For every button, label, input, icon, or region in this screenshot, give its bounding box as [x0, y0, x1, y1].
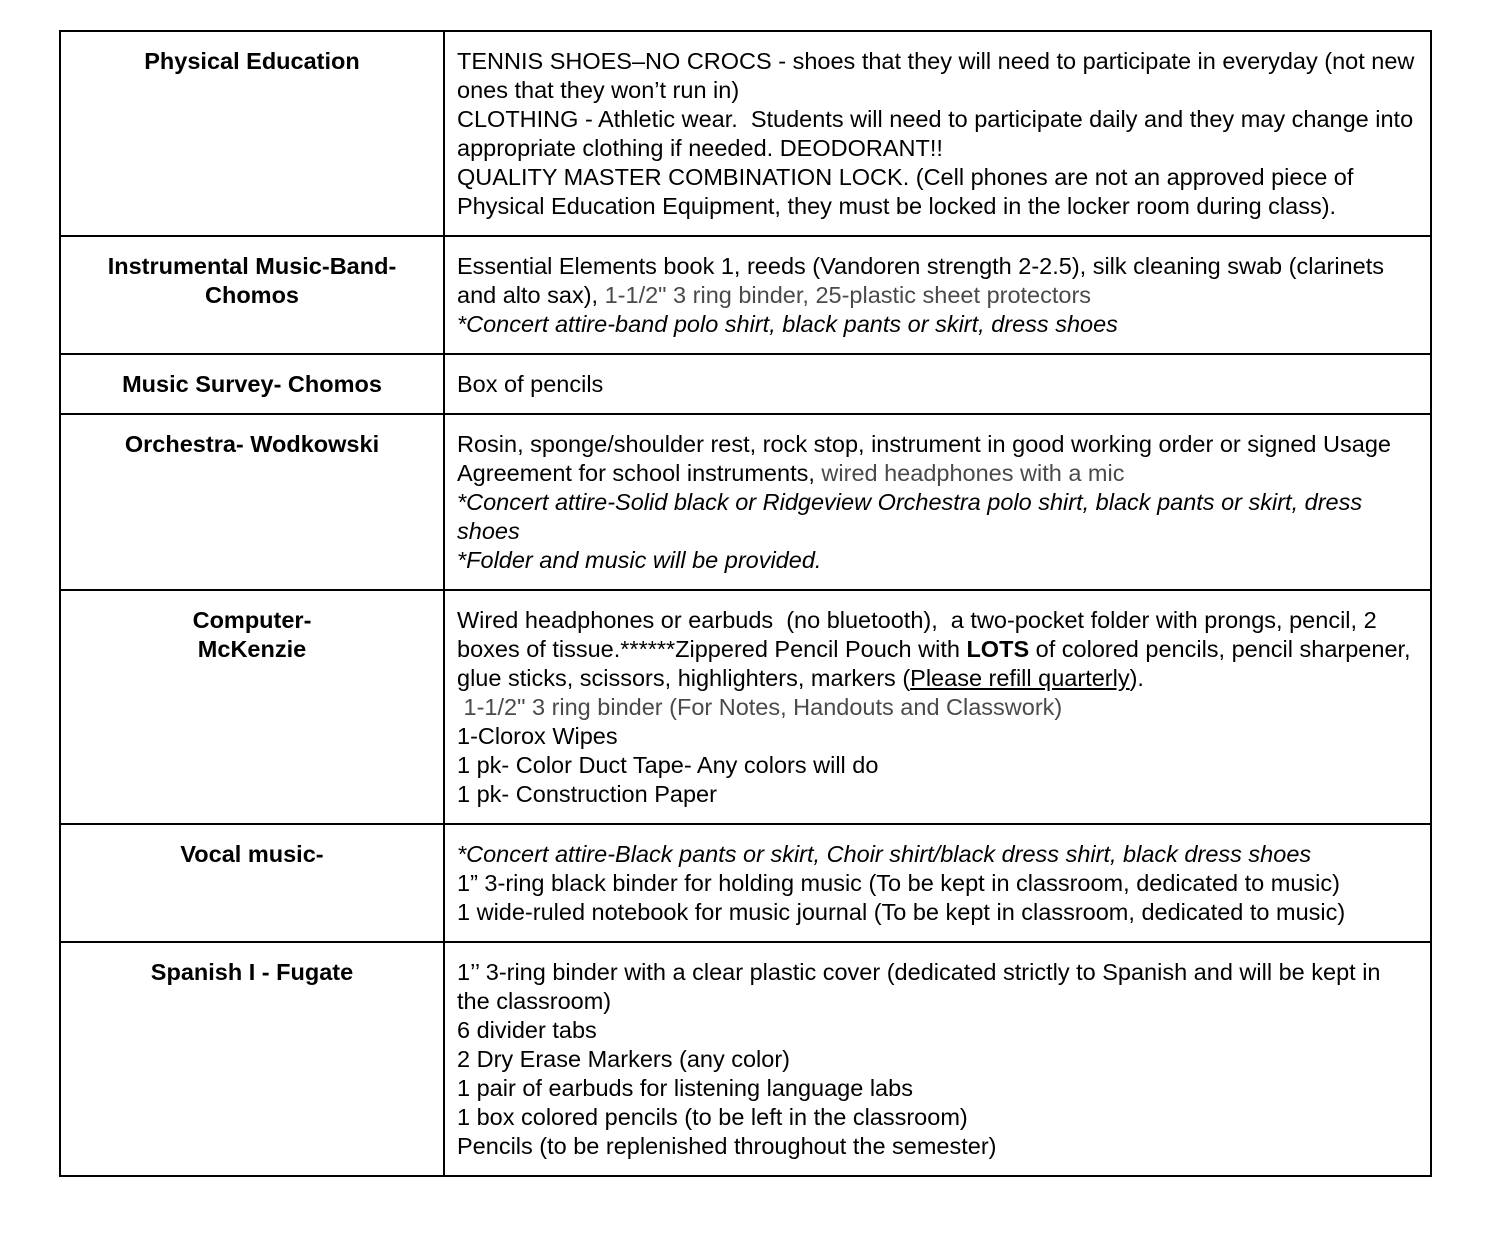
supply-line: 1 box colored pencils (to be left in the classroom)	[457, 1104, 968, 1130]
table-row	[60, 414, 1431, 590]
course-name: Instrumental Music-Band- Chomos	[60, 236, 444, 354]
table-row	[60, 236, 1431, 354]
supply-line: Rosin, sponge/shoulder rest, rock stop, instrument in good working order or signed Usage Agreement for school instruments, wired headphones with a mic	[457, 431, 1397, 486]
supply-line: 1 wide-ruled notebook for music journal (To be kept in classroom, dedicated to music)	[457, 899, 1346, 925]
course-supplies	[444, 942, 1431, 1176]
table-row	[60, 31, 1431, 236]
course-name: Physical Education	[60, 31, 444, 236]
supply-line: 1-Clorox Wipes	[457, 723, 618, 749]
table-row	[60, 590, 1431, 824]
supply-line: CLOTHING - Athletic wear. Students will need to participate daily and they may change into appropriate clothing if needed. DEODORANT!!	[457, 106, 1420, 161]
supply-line: 1 pk- Construction Paper	[457, 781, 717, 807]
concert-attire-note: *Concert attire-Black pants or skirt, Choir shirt/black dress shirt, black dress shoes	[457, 841, 1312, 867]
supply-line: 1 pair of earbuds for listening language labs	[457, 1075, 913, 1101]
supply-line: Wired headphones or earbuds (no bluetooth), a two-pocket folder with prongs, pencil, 2 boxes of tissue.******Zippered Pencil Pouch with LOTS of colored pencils, pencil sharpener, glue sticks, scissors, highlighters, markers (Please refill quarterly).	[457, 607, 1418, 691]
supply-line: Box of pencils	[457, 371, 604, 397]
supply-line: Pencils (to be replenished throughout the semester)	[457, 1133, 997, 1159]
course-supplies	[444, 590, 1431, 824]
course-supplies	[444, 824, 1431, 942]
supply-list-table	[59, 30, 1432, 1177]
supply-line: 1” 3-ring black binder for holding music (To be kept in classroom, dedicated to music)	[457, 870, 1340, 896]
supply-line: 2 Dry Erase Markers (any color)	[457, 1046, 790, 1072]
table-row	[60, 824, 1431, 942]
concert-attire-note: *Concert attire-band polo shirt, black pants or skirt, dress shoes	[457, 311, 1118, 337]
table-row	[60, 354, 1431, 414]
course-name: Spanish I - Fugate	[60, 942, 444, 1176]
supply-line: 1-1/2" 3 ring binder (For Notes, Handouts and Classwork)	[457, 694, 1063, 720]
supply-line: 1’’ 3-ring binder with a clear plastic cover (dedicated strictly to Spanish and will be kept in the classroom)	[457, 959, 1388, 1014]
supply-line: 1 pk- Color Duct Tape- Any colors will do	[457, 752, 879, 778]
course-supplies	[444, 414, 1431, 590]
concert-attire-note: *Concert attire-Solid black or Ridgeview Orchestra polo shirt, black pants or skirt, dress shoes	[457, 489, 1369, 544]
supply-line: 6 divider tabs	[457, 1017, 597, 1043]
folder-note: *Folder and music will be provided.	[457, 547, 822, 573]
course-supplies	[444, 354, 1431, 414]
course-supplies	[444, 31, 1431, 236]
table-row	[60, 942, 1431, 1176]
course-name: Vocal music-	[60, 824, 444, 942]
course-name: Computer- McKenzie	[60, 590, 444, 824]
course-supplies	[444, 236, 1431, 354]
supply-line: Essential Elements book 1, reeds (Vandoren strength 2-2.5), silk cleaning swab (clarinets and alto sax), 1-1/2" 3 ring binder, 25-plastic sheet protectors	[457, 253, 1391, 308]
supply-line: TENNIS SHOES–NO CROCS - shoes that they will need to participate in everyday (not new ones that they won’t run in)	[457, 48, 1421, 103]
course-name: Music Survey- Chomos	[60, 354, 444, 414]
supply-line: QUALITY MASTER COMBINATION LOCK. (Cell phones are not an approved piece of Physical Education Equipment, they must be locked in the locker room during class).	[457, 164, 1360, 219]
course-name: Orchestra- Wodkowski	[60, 414, 444, 590]
